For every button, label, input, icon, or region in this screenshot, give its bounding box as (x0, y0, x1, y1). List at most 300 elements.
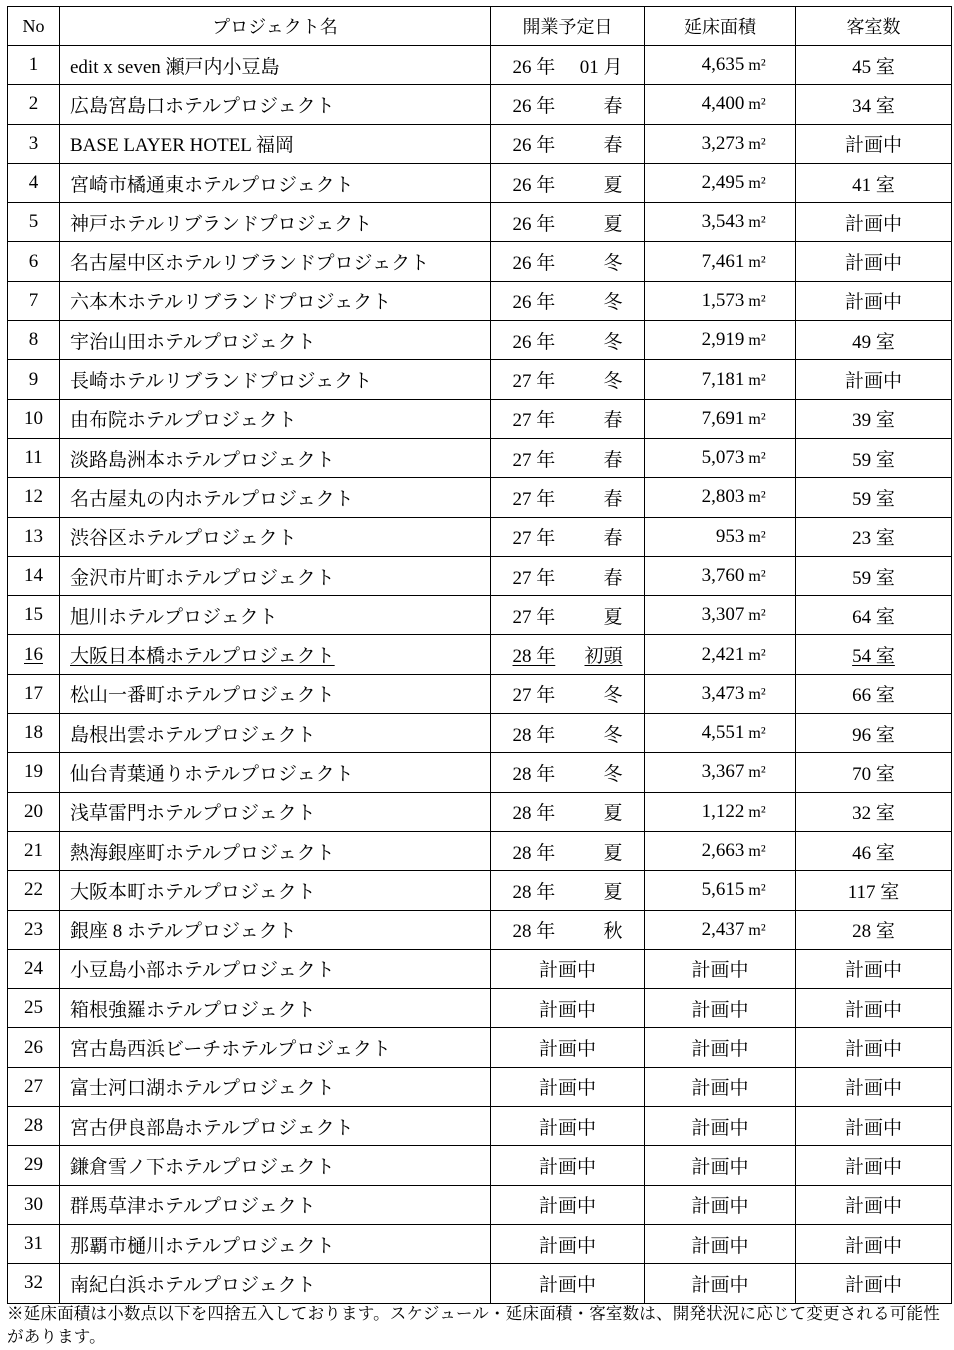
opening-date-cell (491, 287, 644, 314)
row-number: 16 (24, 643, 43, 665)
opening-year: 27 年 (512, 488, 556, 510)
row-number: 18 (24, 722, 43, 744)
table-row (8, 46, 952, 85)
opening-date-cell (491, 1152, 644, 1179)
floor-area-group (674, 486, 765, 508)
table-row (8, 242, 952, 281)
room-count: 計画中 (844, 371, 902, 393)
row-number: 11 (24, 447, 43, 469)
project-name: 鎌倉雪ノ下ホテルプロジェクト (70, 1156, 335, 1178)
table-row (8, 1224, 952, 1263)
floor-area-group (674, 526, 765, 548)
floor-area-group (674, 369, 765, 391)
opening-date-cell (491, 327, 644, 354)
opening-date-cell (491, 720, 644, 747)
opening-period: 夏 (603, 842, 623, 864)
room-count: 49 室 (852, 331, 895, 353)
floor-area-group (674, 133, 765, 155)
floor-area-value: 4,635 (701, 54, 745, 76)
row-number: 23 (24, 918, 43, 940)
table-row (8, 949, 952, 988)
opening-date-cell (491, 405, 644, 432)
row-number: 15 (24, 604, 43, 626)
row-number: 9 (28, 368, 39, 390)
opening-date-cell (491, 170, 644, 197)
room-count: 54 室 (852, 646, 895, 668)
row-number: 24 (24, 957, 43, 979)
floor-area-value: 2,495 (701, 172, 745, 194)
floor-area-value: 計画中 (691, 1156, 749, 1178)
opening-date-cell (491, 916, 644, 943)
opening-date-cell (491, 1073, 644, 1100)
opening-period: 冬 (603, 331, 623, 353)
project-name: 淡路島洲本ホテルプロジェクト (70, 449, 335, 471)
opening-year: 27 年 (512, 685, 556, 707)
project-name: 渋谷区ホテルプロジェクト (70, 528, 297, 550)
floor-area-value: 3,543 (701, 211, 745, 233)
opening-date-value: 計画中 (538, 1274, 596, 1296)
opening-period: 春 (603, 95, 623, 117)
room-count: 45 室 (852, 56, 895, 78)
room-count: 59 室 (852, 567, 895, 589)
table-row (8, 831, 952, 870)
floor-area-value: 3,367 (701, 761, 745, 783)
row-number: 26 (24, 1036, 43, 1058)
opening-year: 27 年 (512, 567, 556, 589)
table-row (8, 360, 952, 399)
opening-date-cell (491, 759, 644, 786)
opening-date-cell (491, 130, 644, 157)
floor-area-group (674, 211, 765, 233)
header-project-name: プロジェクト名 (60, 7, 491, 46)
floor-area-value: 4,400 (701, 93, 745, 115)
opening-date-cell (491, 523, 644, 550)
room-count: 計画中 (844, 253, 902, 275)
opening-date-cell (491, 91, 644, 118)
project-name: 浅草雷門ホテルプロジェクト (70, 803, 316, 825)
floor-area-value: 3,307 (701, 604, 745, 626)
opening-period: 春 (603, 528, 623, 550)
row-number: 12 (24, 486, 43, 508)
footnote: ※延床面積は小数点以下を四捨五入しております。スケジュール・延床面積・客室数は、開発状況に応じて変更される可能性があります。 (7, 1304, 940, 1346)
floor-area-group (674, 604, 765, 626)
project-name: 長崎ホテルリブランドプロジェクト (70, 371, 373, 393)
opening-date-cell (491, 248, 644, 275)
project-name: 宇治山田ホテルプロジェクト (70, 331, 316, 353)
row-number: 17 (24, 682, 43, 704)
floor-area-unit: m² (748, 96, 766, 114)
project-name: 南紀白浜ホテルプロジェクト (70, 1274, 316, 1296)
opening-date-cell (491, 798, 644, 825)
floor-area-value: 5,615 (701, 879, 745, 901)
floor-area-unit: m² (748, 921, 766, 939)
room-count: 計画中 (844, 999, 902, 1021)
floor-area-unit: m² (748, 135, 766, 153)
floor-area-unit: m² (748, 332, 766, 350)
opening-period: 夏 (603, 881, 623, 903)
table-row (8, 399, 952, 438)
row-number: 4 (28, 172, 39, 194)
row-number: 28 (24, 1115, 43, 1137)
floor-area-value: 7,181 (701, 368, 745, 390)
row-number: 25 (24, 997, 43, 1019)
opening-year: 26 年 (512, 135, 556, 157)
floor-area-unit: m² (748, 175, 766, 193)
opening-year: 26 年 (512, 331, 556, 353)
row-number: 22 (24, 879, 43, 901)
header-row (8, 7, 952, 46)
room-count: 64 室 (852, 606, 895, 628)
opening-date-cell (491, 680, 644, 707)
table-row (8, 596, 952, 635)
project-name: 名古屋中区ホテルリブランドプロジェクト (70, 253, 430, 275)
project-name: 由布院ホテルプロジェクト (70, 410, 297, 432)
floor-area-group (674, 251, 765, 273)
floor-area-unit: m² (748, 803, 766, 821)
floor-area-value: 3,760 (701, 565, 745, 586)
row-number: 19 (24, 761, 43, 783)
opening-date-value: 計画中 (538, 999, 596, 1021)
opening-year: 26 年 (512, 95, 556, 117)
floor-area-unit: m² (748, 646, 766, 664)
row-number: 10 (24, 407, 43, 429)
floor-area-unit: m² (748, 489, 766, 507)
opening-year: 26 年 (512, 213, 556, 235)
opening-date-cell (491, 366, 644, 393)
floor-area-value: 計画中 (691, 1078, 749, 1100)
floor-area-value: 1,573 (701, 289, 745, 311)
opening-year: 26 年 (512, 292, 556, 314)
room-count: 計画中 (844, 1039, 902, 1061)
table-row (8, 124, 952, 163)
opening-date-cell (491, 1270, 644, 1297)
opening-period: 春 (603, 135, 623, 157)
floor-area-value: 計画中 (691, 1117, 749, 1139)
floor-area-unit: m² (748, 371, 766, 389)
opening-date-cell (491, 1113, 644, 1140)
room-count: 計画中 (844, 1117, 902, 1139)
table-row (8, 792, 952, 831)
opening-year: 27 年 (512, 449, 556, 471)
opening-period: 冬 (603, 253, 623, 275)
table-row (8, 163, 952, 202)
opening-year: 28 年 (512, 646, 556, 668)
header-opening-date: 開業予定日 (491, 7, 645, 46)
floor-area-group (674, 683, 765, 705)
table-row (8, 1185, 952, 1224)
floor-area-value: 1,122 (701, 800, 745, 822)
table-row (8, 989, 952, 1028)
table-row (8, 281, 952, 320)
room-count: 計画中 (844, 1235, 902, 1257)
opening-date-value: 計画中 (538, 1235, 596, 1257)
floor-area-group (674, 290, 765, 312)
opening-date-value: 計画中 (538, 1156, 596, 1178)
room-count: 32 室 (852, 803, 895, 825)
room-count: 23 室 (852, 528, 895, 550)
table-row (8, 1264, 952, 1303)
opening-period: 夏 (603, 606, 623, 628)
table-row (8, 714, 952, 753)
row-number: 5 (28, 211, 39, 233)
room-count: 66 室 (852, 685, 895, 707)
table-row (8, 674, 952, 713)
table-row (8, 871, 952, 910)
floor-area-value: 計画中 (691, 960, 749, 982)
opening-period: 夏 (603, 213, 623, 235)
opening-year: 26 年 (512, 253, 556, 275)
row-number: 20 (24, 800, 43, 822)
floor-area-group (674, 565, 765, 587)
opening-year: 28 年 (512, 921, 556, 943)
floor-area-value: 計画中 (691, 1196, 749, 1218)
opening-period: 夏 (603, 174, 623, 196)
opening-period: 01 月 (579, 56, 623, 78)
opening-date-value: 計画中 (538, 1196, 596, 1218)
opening-year: 28 年 (512, 724, 556, 746)
row-number: 3 (28, 132, 39, 154)
floor-area-value: 7,691 (701, 407, 745, 429)
floor-area-group (674, 801, 765, 823)
project-name: 那覇市樋川ホテルプロジェクト (70, 1235, 335, 1257)
opening-date-value: 計画中 (538, 1039, 596, 1061)
project-name: 金沢市片町ホテルプロジェクト (70, 567, 335, 589)
project-name: 大阪日本橋ホテルプロジェクト (70, 646, 335, 668)
project-name: 旭川ホテルプロジェクト (70, 606, 278, 628)
row-number: 31 (24, 1233, 43, 1255)
floor-area-group (674, 54, 765, 76)
floor-area-value: 3,273 (701, 132, 745, 154)
opening-period: 春 (603, 488, 623, 510)
room-count: 46 室 (852, 842, 895, 864)
row-number: 29 (24, 1154, 43, 1176)
opening-date-cell (491, 955, 644, 982)
floor-area-group (674, 919, 765, 941)
room-count: 39 室 (852, 410, 895, 432)
project-name: 銀座 8 ホテルプロジェクト (70, 921, 297, 943)
opening-date-cell (491, 995, 644, 1022)
opening-period: 夏 (603, 803, 623, 825)
project-name: 広島宮島口ホテルプロジェクト (70, 95, 335, 117)
floor-area-group (674, 172, 765, 194)
header-room-count: 客室数 (796, 7, 952, 46)
floor-area-value: 3,473 (701, 682, 745, 704)
floor-area-unit: m² (748, 528, 766, 546)
row-number: 1 (28, 54, 39, 76)
floor-area-unit: m² (748, 882, 766, 900)
table-row (8, 85, 952, 124)
project-name: edit x seven 瀬戸内小豆島 (70, 56, 280, 78)
opening-date-value: 計画中 (538, 1117, 596, 1139)
opening-period: 冬 (603, 763, 623, 785)
floor-area-unit: m² (748, 450, 766, 468)
floor-area-value: 計画中 (691, 1235, 749, 1257)
project-name: BASE LAYER HOTEL 福岡 (70, 135, 294, 157)
row-number: 30 (24, 1193, 43, 1215)
opening-date-cell (491, 838, 644, 865)
room-count: 計画中 (844, 213, 902, 235)
header-floor-area: 延床面積 (645, 7, 796, 46)
room-count: 計画中 (844, 135, 902, 157)
table-row (8, 1107, 952, 1146)
project-name: 群馬草津ホテルプロジェクト (70, 1196, 316, 1218)
opening-year: 27 年 (512, 410, 556, 432)
table-row (8, 321, 952, 360)
floor-area-group (674, 408, 765, 430)
room-count: 計画中 (844, 292, 902, 314)
table-row (8, 203, 952, 242)
project-name: 富士河口湖ホテルプロジェクト (70, 1078, 335, 1100)
opening-year: 27 年 (512, 606, 556, 628)
project-name: 仙台青葉通りホテルプロジェクト (70, 763, 354, 785)
opening-year: 28 年 (512, 763, 556, 785)
table-row (8, 438, 952, 477)
project-name: 小豆島小部ホテルプロジェクト (70, 960, 335, 982)
opening-date-cell (491, 1191, 644, 1218)
floor-area-group (674, 879, 765, 901)
floor-area-unit: m² (748, 725, 766, 743)
project-name: 名古屋丸の内ホテルプロジェクト (70, 488, 354, 510)
floor-area-group (674, 329, 765, 351)
room-count: 34 室 (852, 95, 895, 117)
project-name: 松山一番町ホテルプロジェクト (70, 685, 335, 707)
table-row (8, 635, 952, 674)
row-number: 27 (24, 1075, 43, 1097)
floor-area-unit: m² (748, 292, 766, 310)
floor-area-value: 7,461 (701, 250, 745, 272)
floor-area-value: 2,421 (701, 643, 745, 665)
floor-area-value: 計画中 (691, 1039, 749, 1061)
table-row (8, 556, 952, 595)
table-row (8, 753, 952, 792)
room-count: 59 室 (852, 449, 895, 471)
table-body (8, 46, 952, 1304)
table-row (8, 517, 952, 556)
opening-date-cell (491, 209, 644, 236)
opening-date-cell (491, 52, 644, 79)
floor-area-group (674, 722, 765, 744)
project-name: 神戸ホテルリブランドプロジェクト (70, 213, 373, 235)
opening-year: 26 年 (512, 174, 556, 196)
project-name: 島根出雲ホテルプロジェクト (70, 724, 316, 746)
project-name: 六本木ホテルリブランドプロジェクト (70, 292, 392, 314)
room-count: 計画中 (844, 1274, 902, 1296)
opening-period: 秋 (603, 921, 623, 943)
opening-year: 26 年 (512, 56, 556, 78)
room-count: 計画中 (844, 960, 902, 982)
room-count: 計画中 (844, 1156, 902, 1178)
floor-area-unit: m² (748, 685, 766, 703)
room-count: 41 室 (852, 174, 895, 196)
project-name: 熱海銀座町ホテルプロジェクト (70, 842, 335, 864)
floor-area-value: 2,803 (701, 486, 745, 508)
table-row (8, 478, 952, 517)
room-count: 計画中 (844, 1078, 902, 1100)
room-count: 117 室 (847, 881, 900, 903)
floor-area-group (674, 93, 765, 115)
opening-year: 27 年 (512, 371, 556, 393)
project-name: 宮古伊良部島ホテルプロジェクト (70, 1117, 354, 1139)
floor-area-unit: m² (748, 568, 766, 585)
table-header (8, 7, 952, 46)
opening-period: 冬 (603, 371, 623, 393)
opening-period: 冬 (603, 292, 623, 314)
table-row (8, 1146, 952, 1185)
floor-area-group (674, 447, 765, 469)
project-table-container (7, 6, 946, 1304)
floor-area-value: 2,663 (701, 840, 745, 862)
floor-area-unit: m² (748, 253, 766, 271)
opening-date-cell (491, 1034, 644, 1061)
floor-area-value: 4,551 (701, 722, 745, 744)
opening-date-value: 計画中 (538, 1078, 596, 1100)
floor-area-group (674, 644, 765, 666)
room-count: 計画中 (844, 1196, 902, 1218)
project-name: 箱根強羅ホテルプロジェクト (70, 999, 316, 1021)
row-number: 8 (28, 329, 39, 351)
opening-period: 春 (603, 567, 623, 589)
project-name: 宮古島西浜ビーチホテルプロジェクト (70, 1039, 391, 1061)
floor-area-value: 953 (715, 525, 745, 547)
opening-year: 28 年 (512, 803, 556, 825)
floor-area-unit: m² (748, 764, 766, 782)
opening-date-cell (491, 1231, 644, 1258)
row-number: 6 (28, 250, 39, 272)
opening-period: 春 (603, 410, 623, 432)
hotel-project-table (7, 6, 952, 1304)
room-count: 59 室 (852, 488, 895, 510)
row-number: 32 (24, 1272, 43, 1294)
floor-area-unit: m² (748, 843, 766, 861)
opening-date-value: 計画中 (538, 960, 596, 982)
row-number: 13 (24, 525, 43, 547)
room-count: 96 室 (852, 724, 895, 746)
table-row (8, 1067, 952, 1106)
floor-area-value: 5,073 (701, 447, 745, 469)
floor-area-value: 2,437 (701, 918, 745, 940)
row-number: 7 (28, 289, 39, 311)
opening-date-cell (491, 877, 644, 904)
opening-period: 冬 (603, 724, 623, 746)
opening-date-cell (491, 445, 644, 472)
row-number: 2 (28, 93, 39, 115)
opening-year: 28 年 (512, 842, 556, 864)
floor-area-group (674, 840, 765, 862)
floor-area-value: 2,919 (701, 329, 745, 351)
floor-area-unit: m² (748, 410, 766, 428)
opening-date-cell (491, 641, 644, 668)
opening-period: 春 (603, 449, 623, 471)
opening-year: 28 年 (512, 881, 556, 903)
floor-area-value: 計画中 (691, 999, 749, 1021)
floor-area-unit: m² (748, 214, 766, 232)
floor-area-unit: m² (748, 57, 766, 75)
table-row (8, 1028, 952, 1067)
floor-area-unit: m² (748, 607, 766, 625)
floor-area-group (674, 761, 765, 783)
row-number: 14 (24, 565, 43, 586)
opening-period: 冬 (603, 685, 623, 707)
project-name: 宮崎市橘通東ホテルプロジェクト (70, 174, 354, 196)
room-count: 28 室 (852, 921, 895, 943)
table-row (8, 910, 952, 949)
floor-area-value: 計画中 (691, 1274, 749, 1296)
opening-period: 初頭 (584, 646, 623, 668)
opening-date-cell (491, 484, 644, 511)
opening-year: 27 年 (512, 528, 556, 550)
project-name: 大阪本町ホテルプロジェクト (70, 881, 316, 903)
row-number: 21 (24, 840, 43, 862)
